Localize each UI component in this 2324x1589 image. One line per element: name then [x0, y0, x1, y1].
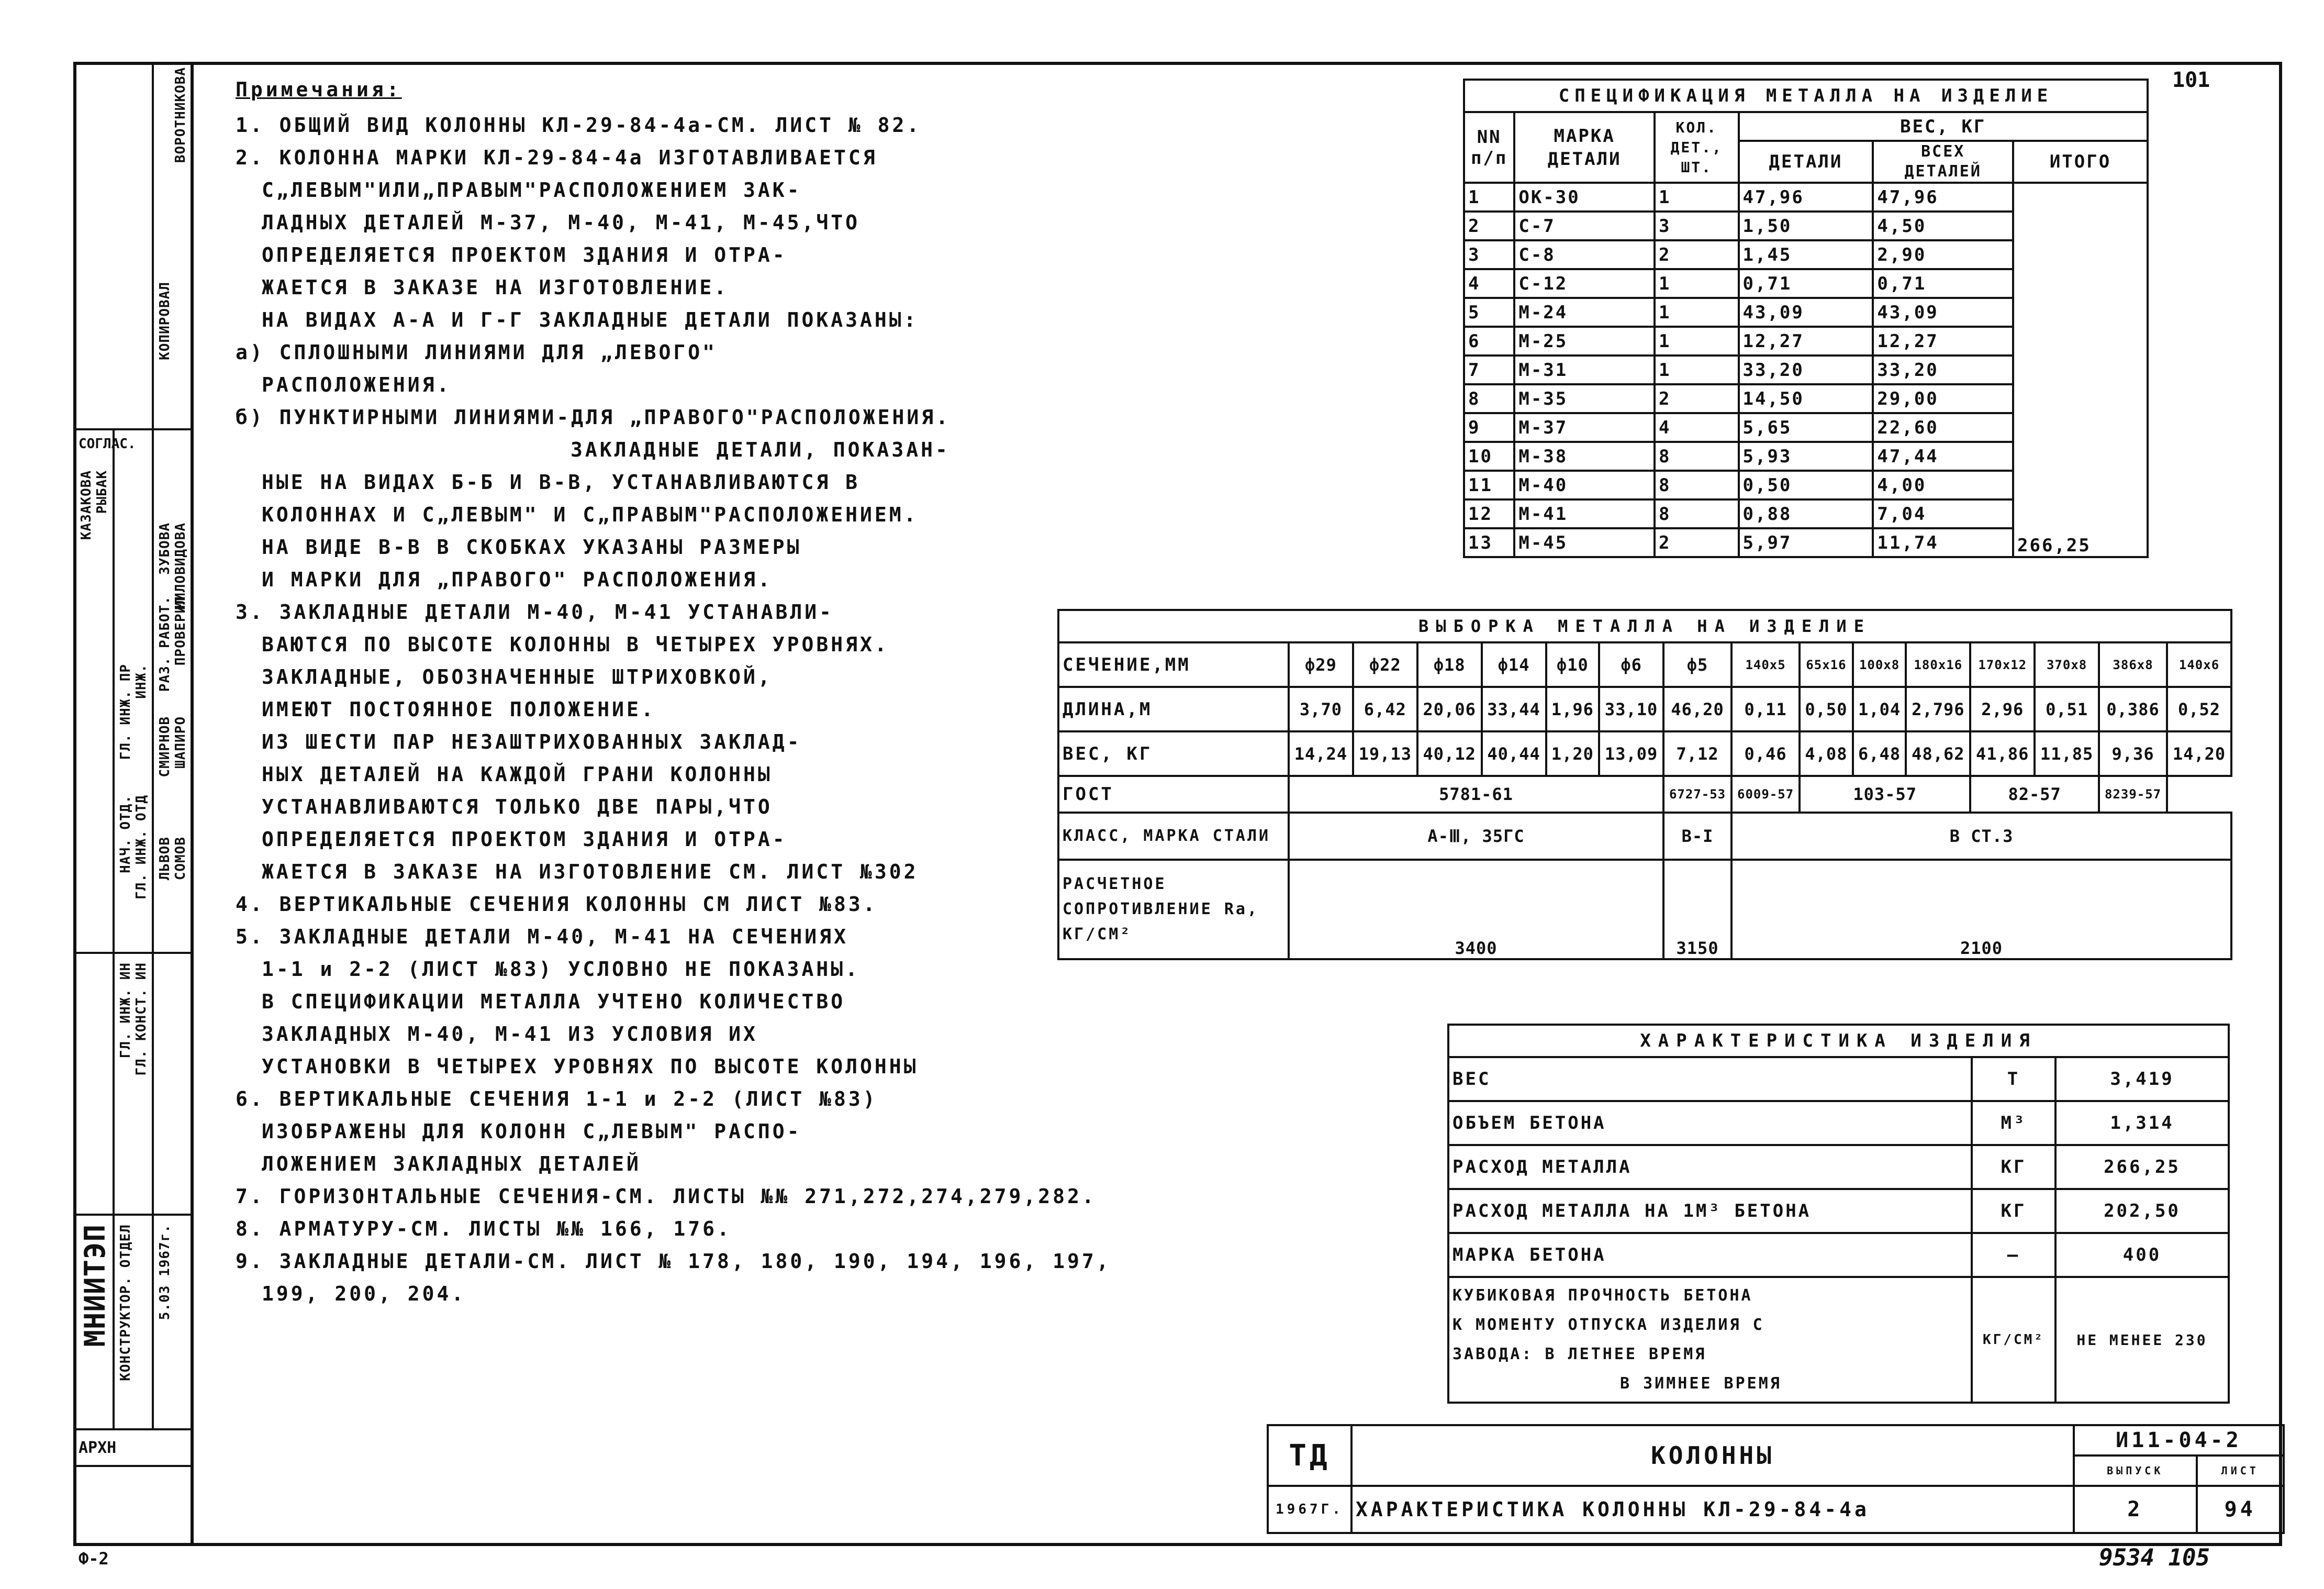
- cell: 43,09: [1739, 298, 1873, 327]
- cell: 140х6: [2167, 642, 2231, 687]
- cell: 8239-57: [2099, 776, 2167, 813]
- cell: 0,11: [1731, 687, 1800, 731]
- cell: 40,12: [1417, 731, 1482, 776]
- side-name: МИЛОВИДОВА: [173, 523, 188, 610]
- cell: 33,44: [1482, 687, 1546, 731]
- cell: 40,44: [1482, 731, 1546, 776]
- note-line: 2. КОЛОННА МАРКИ КЛ-29-84-4а ИЗГОТАВЛИВАЕТСЯ: [236, 146, 878, 169]
- cell: 6,48: [1853, 731, 1906, 776]
- title-year: 1967Г.: [1268, 1486, 1351, 1533]
- spec-head-detail: ДЕТАЛИ: [1739, 141, 1873, 183]
- spec-head-all: ВСЕХ ДЕТАЛЕЙ: [1873, 141, 2013, 183]
- note-line: НА ВИДАХ А-А И Г-Г ЗАКЛАДНЫЕ ДЕТАЛИ ПОКАЗАНЫ:: [262, 308, 919, 331]
- cell: 1: [1655, 269, 1739, 298]
- cell: ОБЪЕМ БЕТОНА: [1448, 1101, 1972, 1145]
- cell: 7: [1464, 355, 1514, 384]
- divider: [73, 428, 194, 430]
- cell: 1: [1464, 183, 1514, 212]
- cell: 14,20: [2167, 731, 2231, 776]
- footer-right: 9534 105: [2099, 1544, 2210, 1571]
- spec-title: СПЕЦИФИКАЦИЯ МЕТАЛЛА НА ИЗДЕЛИЕ: [1464, 80, 2148, 112]
- note-line: ЗАКЛАДНЫЕ, ОБОЗНАЧЕННЫЕ ШТРИХОВКОЙ,: [262, 665, 773, 688]
- note-line: 5. ЗАКЛАДНЫЕ ДЕТАЛИ М-40, М-41 НА СЕЧЕНИЯХ: [236, 925, 848, 948]
- cell: ф14: [1482, 642, 1546, 687]
- cell: 5,97: [1739, 528, 1873, 557]
- cell: 3,70: [1289, 687, 1353, 731]
- note-line: ИМЕЮТ ПОСТОЯННОЕ ПОЛОЖЕНИЕ.: [262, 698, 656, 721]
- cell: ф18: [1417, 642, 1482, 687]
- cell: 5,93: [1739, 442, 1873, 471]
- spec-table: [1463, 79, 2149, 558]
- role: РАЗ. РАБОТ.: [157, 596, 173, 692]
- cell: 48,62: [1906, 731, 1970, 776]
- cell: 202,50: [2055, 1189, 2229, 1233]
- note-line: И МАРКИ ДЛЯ „ПРАВОГО" РАСПОЛОЖЕНИЯ.: [262, 568, 773, 591]
- characteristics-title: ХАРАКТЕРИСТИКА ИЗДЕЛИЯ: [1448, 1025, 2229, 1057]
- cell: 11: [1464, 471, 1514, 499]
- cell: М-41: [1514, 499, 1655, 528]
- cell: 180х16: [1906, 642, 1970, 687]
- cell: 170х12: [1970, 642, 2035, 687]
- cell: РАСХОД МЕТАЛЛА НА 1М³ БЕТОНА: [1448, 1189, 1972, 1233]
- side-name: ВОРОТНИКОВА: [173, 67, 188, 163]
- cell: 1: [1655, 298, 1739, 327]
- cell: 2,90: [1873, 240, 2013, 269]
- cell: ф29: [1289, 642, 1353, 687]
- cell: 47,96: [1873, 183, 2013, 212]
- divider: [73, 1428, 194, 1430]
- cell: КГ: [1972, 1145, 2055, 1189]
- cell: 2,796: [1906, 687, 1970, 731]
- side-name: РЫБАК: [94, 470, 110, 514]
- spec-head-qty: КОЛ. ДЕТ., ШТ.: [1655, 112, 1739, 183]
- note-line: 4. ВЕРТИКАЛЬНЫЕ СЕЧЕНИЯ КОЛОННЫ СМ ЛИСТ №83.: [236, 893, 878, 916]
- cell: 400: [2055, 1233, 2229, 1277]
- title-block: [1267, 1424, 2285, 1534]
- cell: М-25: [1514, 327, 1655, 355]
- characteristics-table: [1447, 1024, 2230, 1404]
- table-row: [1058, 776, 2231, 813]
- cell: 47,96: [1739, 183, 1873, 212]
- cell: 11,85: [2035, 731, 2099, 776]
- cell: 1,314: [2055, 1101, 2229, 1145]
- cell: 6727-53: [1663, 776, 1731, 813]
- cell: 29,00: [1873, 384, 2013, 413]
- cell: 0,71: [1739, 269, 1873, 298]
- note-line: б) ПУНКТИРНЫМИ ЛИНИЯМИ-ДЛЯ „ПРАВОГО"РАСПОЛОЖЕНИЯ.: [236, 406, 951, 429]
- dept-name: КОНСТРУКТОР. ОТДЕЛ: [118, 1224, 133, 1381]
- note-line: В СПЕЦИФИКАЦИИ МЕТАЛЛА УЧТЕНО КОЛИЧЕСТВО: [262, 990, 846, 1013]
- issue-label: ВЫПУСК: [2074, 1455, 2197, 1486]
- cell: М-37: [1514, 413, 1655, 442]
- table-row: [1058, 642, 2231, 687]
- role: ГЛ. КОНСТ. ИН: [133, 962, 149, 1076]
- table-row: [1448, 1233, 2229, 1277]
- cell: 46,20: [1663, 687, 1731, 731]
- cell: 2: [1464, 212, 1514, 240]
- cell: 47,44: [1873, 442, 2013, 471]
- cell: 5781-61: [1289, 776, 1663, 813]
- note-line: ЛОЖЕНИЕМ ЗАКЛАДНЫХ ДЕТАЛЕЙ: [262, 1152, 641, 1175]
- cell: 2: [1655, 240, 1739, 269]
- cell: 33,20: [1739, 355, 1873, 384]
- cell: 0,50: [1800, 687, 1853, 731]
- cell: КГ: [1972, 1189, 2055, 1233]
- left-stamp-strip: [73, 62, 194, 1546]
- cell: 14,24: [1289, 731, 1353, 776]
- divider: [152, 62, 154, 1428]
- cell: Т: [1972, 1057, 2055, 1101]
- note-line: ИЗ ШЕСТИ ПАР НЕЗАШТРИХОВАННЫХ ЗАКЛАД-: [262, 730, 802, 753]
- cell: ф22: [1353, 642, 1417, 687]
- role: ГЛ. ИНЖ. ОТД: [133, 795, 149, 899]
- note-line: 1-1 и 2-2 (ЛИСТ №83) УСЛОВНО НЕ ПОКАЗАНЫ.: [262, 958, 860, 981]
- cell: 0,88: [1739, 499, 1873, 528]
- sheet-number-box: 94: [2197, 1486, 2284, 1533]
- note-line: УСТАНОВКИ В ЧЕТЫРЕХ УРОВНЯХ ПО ВЫСОТЕ КОЛОННЫ: [262, 1055, 919, 1078]
- note-line: УСТАНАВЛИВАЮТСЯ ТОЛЬКО ДВЕ ПАРЫ,ЧТО: [262, 795, 773, 818]
- footer-left: Ф-2: [79, 1549, 109, 1569]
- cell: 6: [1464, 327, 1514, 355]
- cell: ф10: [1546, 642, 1600, 687]
- cell: 8: [1464, 384, 1514, 413]
- note-line: 7. ГОРИЗОНТАЛЬНЫЕ СЕЧЕНИЯ-СМ. ЛИСТЫ №№ 271,272,274,279,282.: [236, 1185, 1097, 1208]
- sheet-number: 101: [2172, 68, 2210, 92]
- cell: 0,46: [1731, 731, 1800, 776]
- row-label: КЛАСС, МАРКА СТАЛИ: [1058, 813, 1289, 860]
- org-code: ТД: [1268, 1425, 1351, 1486]
- cell: 1,45: [1739, 240, 1873, 269]
- table-row: [1464, 183, 2148, 212]
- note-line: 9. ЗАКЛАДНЫЕ ДЕТАЛИ-СМ. ЛИСТ № 178, 180, 190, 194, 196, 197,: [236, 1250, 1111, 1273]
- copied-label: КОПИРОВАЛ: [157, 282, 173, 360]
- role: НАЧ. ОТД.: [118, 795, 133, 873]
- note-line: С„ЛЕВЫМ"ИЛИ„ПРАВЫМ"РАСПОЛОЖЕНИЕМ ЗАК-: [262, 179, 802, 202]
- spec-head-num: NN п/п: [1464, 112, 1514, 183]
- cell: М-40: [1514, 471, 1655, 499]
- cell: 7,04: [1873, 499, 2013, 528]
- table-row: [1058, 687, 2231, 731]
- spec-head-total: ИТОГО: [2013, 141, 2148, 183]
- divider: [113, 428, 115, 1428]
- row-label: СЕЧЕНИЕ,ММ: [1058, 642, 1289, 687]
- cell: 3,419: [2055, 1057, 2229, 1101]
- selection-table: [1057, 609, 2232, 960]
- cell: 82-57: [1970, 776, 2099, 813]
- cell: 3: [1655, 212, 1739, 240]
- side-name: ЗУБОВА: [157, 523, 173, 575]
- cell: 9: [1464, 413, 1514, 442]
- row-label: ДЛИНА,М: [1058, 687, 1289, 731]
- cell: 8: [1655, 499, 1739, 528]
- note-line: 1. ОБЩИЙ ВИД КОЛОННЫ КЛ-29-84-4а-СМ. ЛИСТ № 82.: [236, 114, 922, 137]
- cell: 33,10: [1599, 687, 1663, 731]
- notes-title: Примечания:: [236, 78, 402, 101]
- cell: —: [1972, 1233, 2055, 1277]
- cell: 1,96: [1546, 687, 1600, 731]
- cell: 12,27: [1739, 327, 1873, 355]
- cell: 2100: [1731, 860, 2231, 959]
- cell: 13,09: [1599, 731, 1663, 776]
- cell: В-I: [1663, 813, 1731, 860]
- cell: ф6: [1599, 642, 1663, 687]
- note-line: ИЗОБРАЖЕНЫ ДЛЯ КОЛОНН С„ЛЕВЫМ" РАСПО-: [262, 1120, 802, 1143]
- cell: 140х5: [1731, 642, 1800, 687]
- cell: М-45: [1514, 528, 1655, 557]
- strength-line: В ЗИМНЕЕ ВРЕМЯ: [1620, 1374, 1782, 1393]
- cell: М-24: [1514, 298, 1655, 327]
- cell: 4,08: [1800, 731, 1853, 776]
- strength-cell: [1448, 1277, 1972, 1403]
- note-line: ЖАЕТСЯ В ЗАКАЗЕ НА ИЗГОТОВЛЕНИЕ СМ. ЛИСТ №302: [262, 860, 919, 883]
- cell: 8: [1655, 442, 1739, 471]
- note-line: 6. ВЕРТИКАЛЬНЫЕ СЕЧЕНИЯ 1-1 и 2-2 (ЛИСТ №83): [236, 1087, 878, 1110]
- note-line: ЗАКЛАДНЫЕ ДЕТАЛИ, ПОКАЗАН-: [571, 438, 950, 461]
- title-name: КОЛОННЫ: [1351, 1425, 2074, 1486]
- table-row: [1448, 1189, 2229, 1233]
- cell: 9,36: [2099, 731, 2167, 776]
- role: ГЛ. ИНЖ. ИН: [118, 962, 133, 1059]
- cell: 100х8: [1853, 642, 1906, 687]
- cell: 6009-57: [1731, 776, 1800, 813]
- note-line: ЛАДНЫХ ДЕТАЛЕЙ М-37, М-40, М-41, М-45,ЧТО: [262, 211, 860, 234]
- note-line: НЫХ ДЕТАЛЕЙ НА КАЖДОЙ ГРАНИ КОЛОННЫ: [262, 763, 773, 786]
- cell: 12,27: [1873, 327, 2013, 355]
- cell: НЕ МЕНЕЕ 230: [2055, 1277, 2229, 1403]
- note-line: 8. АРМАТУРУ-СМ. ЛИСТЫ №№ 166, 176.: [236, 1217, 732, 1240]
- table-row: [1448, 1277, 2229, 1403]
- title-code: И11-04-2: [2074, 1425, 2284, 1455]
- cell: 65х16: [1800, 642, 1853, 687]
- cell: 3150: [1663, 860, 1731, 959]
- side-name: СМИРНОВ: [157, 716, 173, 777]
- note-line: КОЛОННАХ И С„ЛЕВЫМ" И С„ПРАВЫМ"РАСПОЛОЖЕНИЕМ.: [262, 503, 919, 526]
- issue-number: 2: [2074, 1486, 2197, 1533]
- cell: 0,51: [2035, 687, 2099, 731]
- cell: ВЕС: [1448, 1057, 1972, 1101]
- role: ИНЖ.: [133, 664, 149, 699]
- cell: А-Ⅲ, 35ГС: [1289, 813, 1663, 860]
- cell: М³: [1972, 1101, 2055, 1145]
- cell: 22,60: [1873, 413, 2013, 442]
- cell: МАРКА БЕТОНА: [1448, 1233, 1972, 1277]
- cell: 12: [1464, 499, 1514, 528]
- divider: [73, 952, 194, 954]
- cell: 1: [1655, 355, 1739, 384]
- cell: 5: [1464, 298, 1514, 327]
- table-row: [1448, 1057, 2229, 1101]
- cell: С-8: [1514, 240, 1655, 269]
- side-name: ШАПИРО: [173, 716, 188, 769]
- table-row: [1058, 731, 2231, 776]
- table-row: [1448, 1145, 2229, 1189]
- note-line: 3. ЗАКЛАДНЫЕ ДЕТАЛИ М-40, М-41 УСТАНАВЛИ-: [236, 601, 834, 624]
- cell: 43,09: [1873, 298, 2013, 327]
- cell: 5,65: [1739, 413, 1873, 442]
- cell: 1: [1655, 183, 1739, 212]
- cell: 370х8: [2035, 642, 2099, 687]
- arch-label: АРХН: [79, 1439, 117, 1457]
- divider: [73, 1214, 194, 1216]
- cell: М-35: [1514, 384, 1655, 413]
- cell: 4: [1655, 413, 1739, 442]
- cell: 4,50: [1873, 212, 2013, 240]
- sheet-label: ЛИСТ: [2197, 1455, 2284, 1486]
- cell: 0,71: [1873, 269, 2013, 298]
- cell: 19,13: [1353, 731, 1417, 776]
- cell: 103-57: [1800, 776, 1970, 813]
- note-line: а) СПЛОШНЫМИ ЛИНИЯМИ ДЛЯ „ЛЕВОГО": [236, 341, 717, 364]
- cell: 1: [1655, 327, 1739, 355]
- cell: С-12: [1514, 269, 1655, 298]
- cell: М-38: [1514, 442, 1655, 471]
- side-name: ЛЬВОВ: [157, 837, 173, 881]
- cell: 10: [1464, 442, 1514, 471]
- cell: 13: [1464, 528, 1514, 557]
- cell: 11,74: [1873, 528, 2013, 557]
- cell: 41,86: [1970, 731, 2035, 776]
- cell: 1,04: [1853, 687, 1906, 731]
- cell: 0,50: [1739, 471, 1873, 499]
- side-year: 5.03 1967г.: [157, 1224, 173, 1320]
- note-line: ВАЮТСЯ ПО ВЫСОТЕ КОЛОННЫ В ЧЕТЫРЕХ УРОВНЯХ.: [262, 633, 889, 656]
- cell: М-31: [1514, 355, 1655, 384]
- cell: В СТ.3: [1731, 813, 2231, 860]
- cell: ОК-30: [1514, 183, 1655, 212]
- cell: 0,386: [2099, 687, 2167, 731]
- row-label: ГОСТ: [1058, 776, 1289, 813]
- strength-line: КУБИКОВАЯ ПРОЧНОСТЬ БЕТОНА: [1452, 1286, 1753, 1305]
- strength-line: ЗАВОДА: В ЛЕТНЕЕ ВРЕМЯ: [1452, 1345, 1707, 1363]
- cell: 20,06: [1417, 687, 1482, 731]
- note-line: РАСПОЛОЖЕНИЯ.: [262, 373, 452, 396]
- cell: 3: [1464, 240, 1514, 269]
- cell: 14,50: [1739, 384, 1873, 413]
- table-row: [1448, 1101, 2229, 1145]
- spec-head-weight: ВЕС, КГ: [1739, 112, 2148, 141]
- cell: 1,20: [1546, 731, 1600, 776]
- agreed-label: СОГЛАС.: [79, 436, 136, 452]
- cell: ф5: [1663, 642, 1731, 687]
- selection-title: ВЫБОРКА МЕТАЛЛА НА ИЗДЕЛИЕ: [1058, 610, 2231, 642]
- cell: 266,25: [2055, 1145, 2229, 1189]
- note-line: ОПРЕДЕЛЯЕТСЯ ПРОЕКТОМ ЗДАНИЯ И ОТРА-: [262, 828, 787, 851]
- note-line: ЖАЕТСЯ В ЗАКАЗЕ НА ИЗГОТОВЛЕНИЕ.: [262, 276, 729, 299]
- table-row: [1058, 860, 2231, 959]
- row-label: РАСЧЕТНОЕ СОПРОТИВЛЕНИЕ Ra, КГ/СМ²: [1058, 860, 1289, 959]
- row-label: ВЕС, КГ: [1058, 731, 1289, 776]
- cell: 0,52: [2167, 687, 2231, 731]
- cell: 8: [1655, 471, 1739, 499]
- cell: КГ/СМ²: [1972, 1277, 2055, 1403]
- cell: 3400: [1289, 860, 1663, 959]
- side-name: СОМОВ: [173, 837, 188, 881]
- note-line: НЫЕ НА ВИДАХ Б-Б И В-В, УСТАНАВЛИВАЮТСЯ В: [262, 471, 860, 494]
- note-line: НА ВИДЕ В-В В СКОБКАХ УКАЗАНЫ РАЗМЕРЫ: [262, 536, 802, 559]
- cell: 4,00: [1873, 471, 2013, 499]
- cell: 2: [1655, 384, 1739, 413]
- side-name: КАЗАКОВА: [79, 470, 94, 540]
- note-line: ЗАКЛАДНЫХ М-40, М-41 ИЗ УСЛОВИЯ ИХ: [262, 1023, 758, 1046]
- cell: 6,42: [1353, 687, 1417, 731]
- spec-body: [1464, 183, 2148, 557]
- cell: 4: [1464, 269, 1514, 298]
- cell: РАСХОД МЕТАЛЛА: [1448, 1145, 1972, 1189]
- role: ГЛ. ИНЖ. ПР: [118, 664, 133, 760]
- strength-line: К МОМЕНТУ ОТПУСКА ИЗДЕЛИЯ С: [1452, 1316, 1764, 1334]
- cell: 1,50: [1739, 212, 1873, 240]
- note-line: ОПРЕДЕЛЯЕТСЯ ПРОЕКТОМ ЗДАНИЯ И ОТРА-: [262, 243, 787, 266]
- role: ПРОВЕРИЛ: [173, 596, 188, 666]
- cell: 2,96: [1970, 687, 2035, 731]
- note-line: 199, 200, 204.: [262, 1282, 466, 1305]
- divider: [73, 1465, 194, 1467]
- cell: 33,20: [1873, 355, 2013, 384]
- spec-head-mark: МАРКА ДЕТАЛИ: [1514, 112, 1655, 183]
- table-row: [1058, 813, 2231, 860]
- cell: С-7: [1514, 212, 1655, 240]
- spec-total: 266,25: [2013, 183, 2148, 557]
- cell: 386х8: [2099, 642, 2167, 687]
- title-subtitle: ХАРАКТЕРИСТИКА КОЛОННЫ КЛ-29-84-4а: [1351, 1486, 2074, 1533]
- org-name: МНИИТЭП: [79, 1224, 111, 1347]
- cell: 2: [1655, 528, 1739, 557]
- cell: 7,12: [1663, 731, 1731, 776]
